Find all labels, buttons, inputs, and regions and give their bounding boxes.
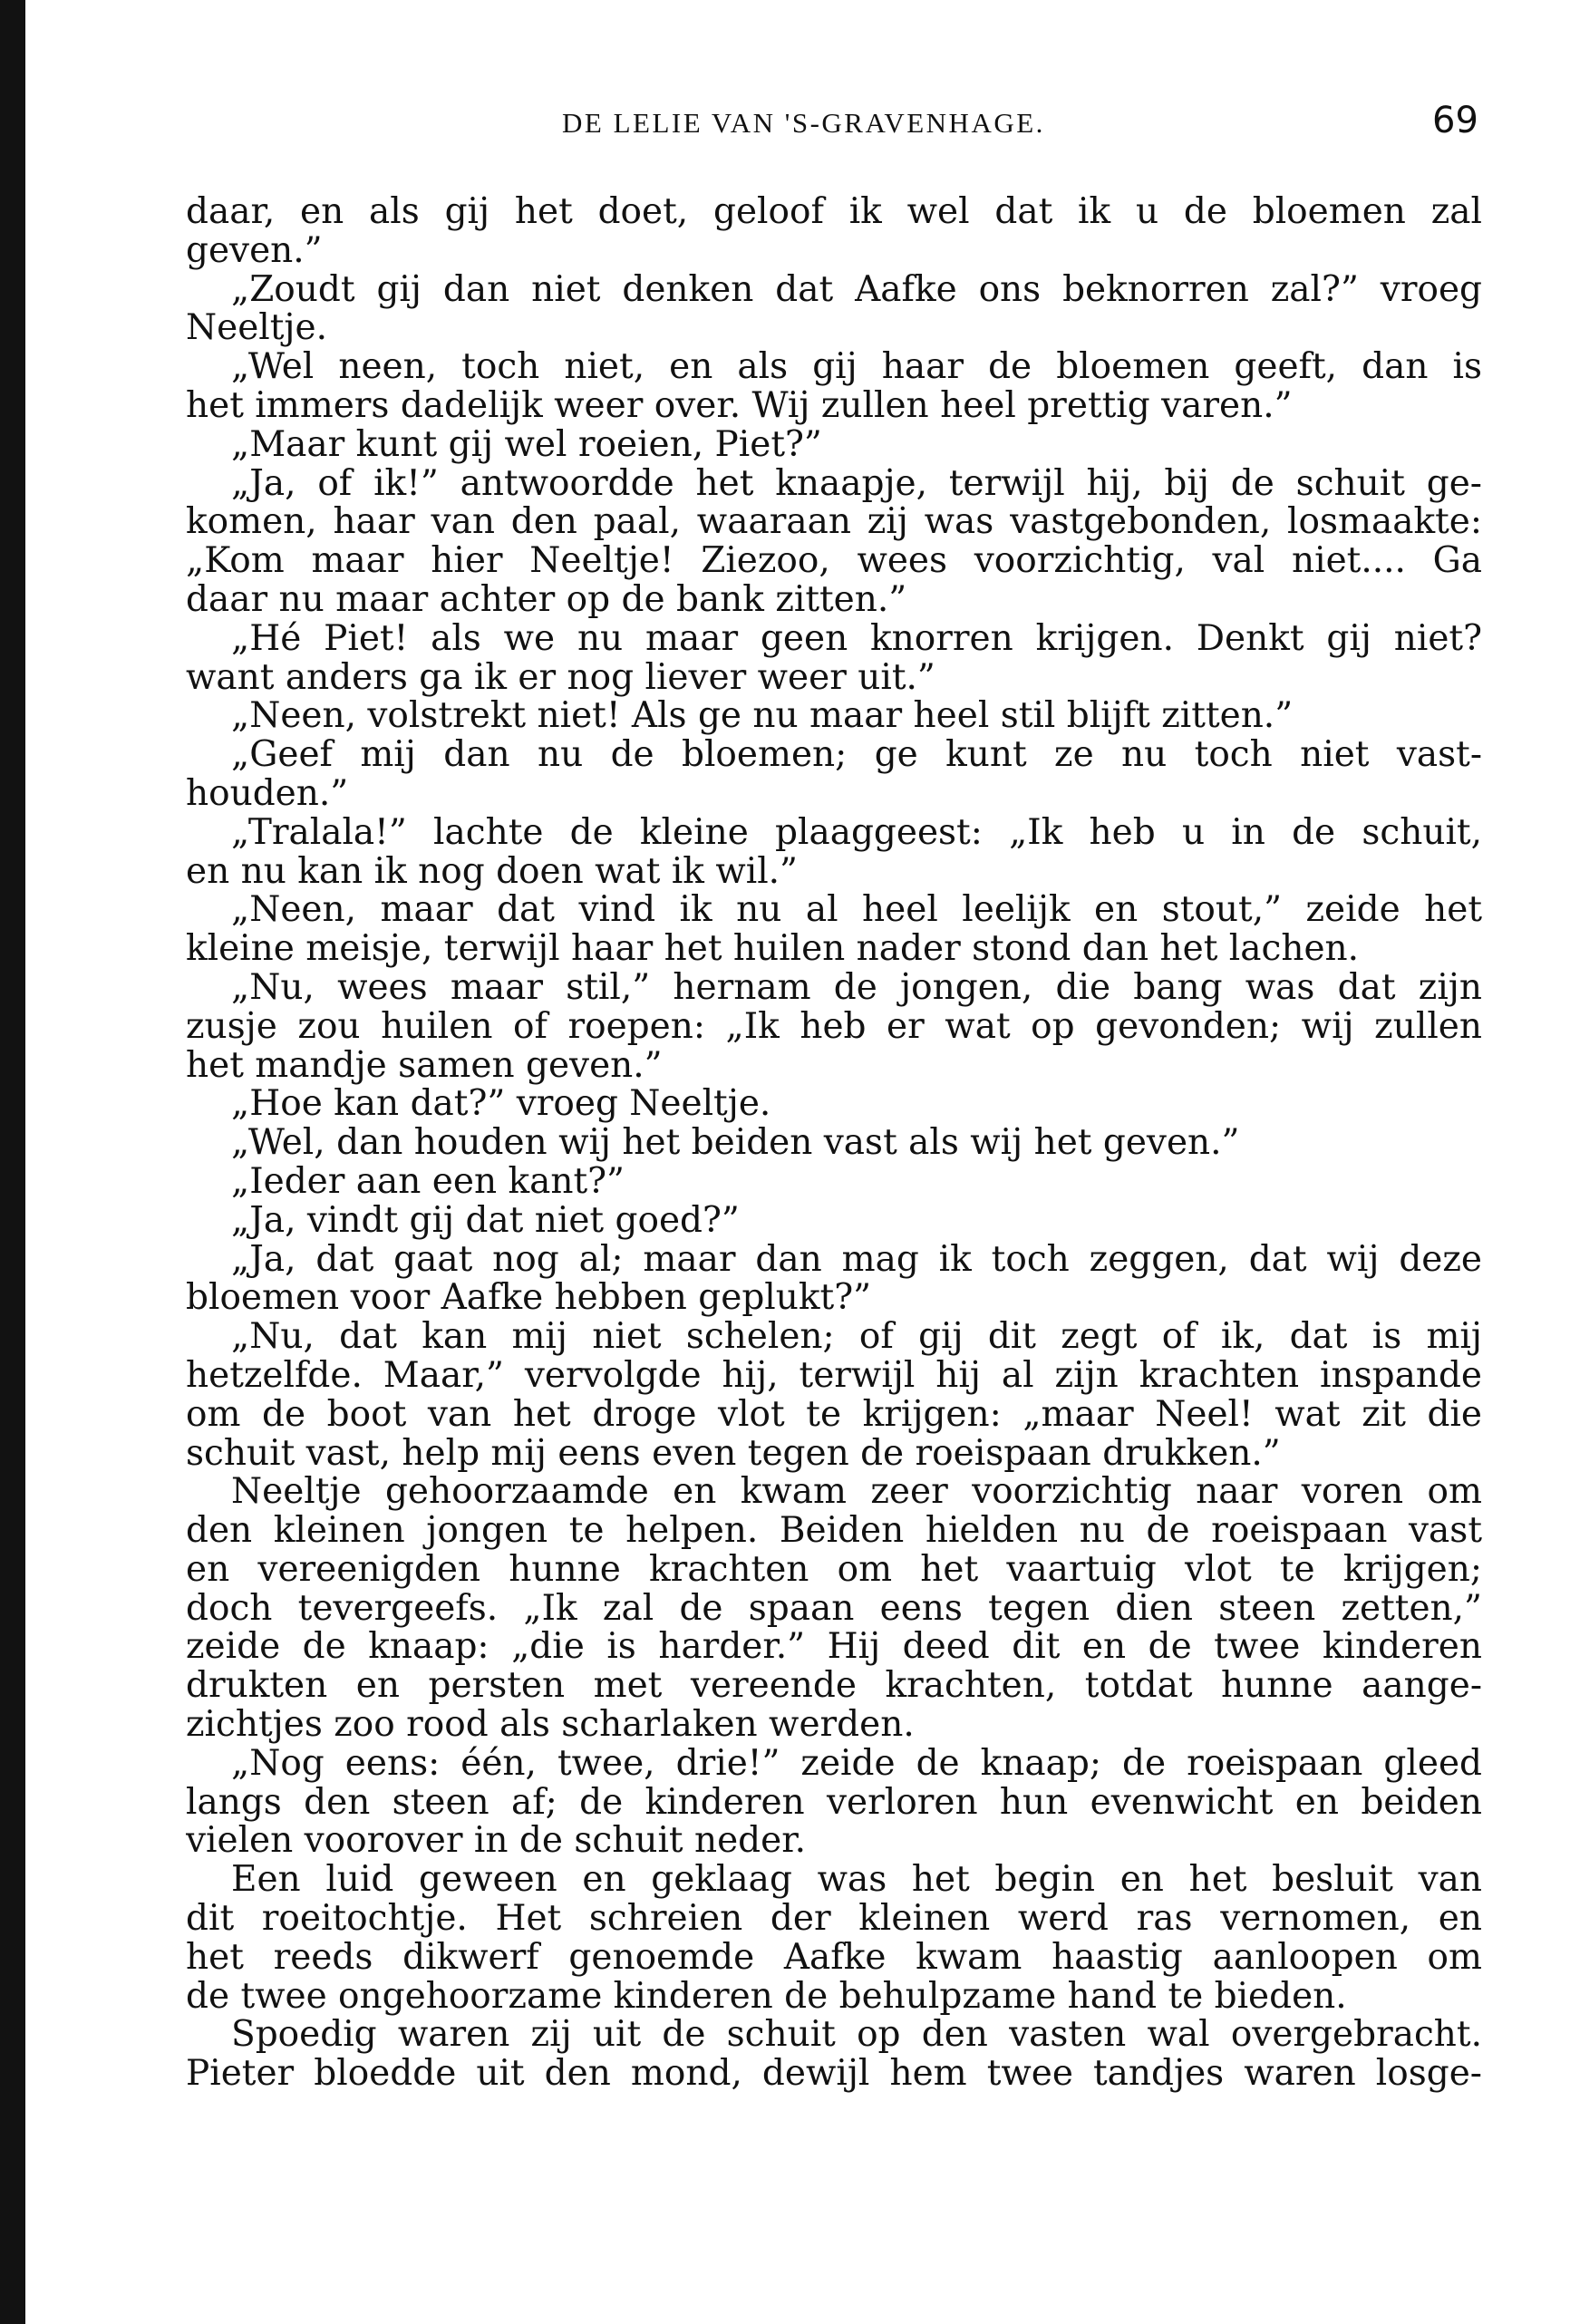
page-number: 69: [1432, 100, 1478, 141]
text-line: „Wel neen, toch niet, en als gij haar de bloemen geeft, dan is: [231, 348, 1482, 387]
text-line: Spoedig waren zij uit de schuit op den vasten wal overgebracht.: [231, 2016, 1482, 2056]
text-line: het reeds dikwerf genoemde Aafke kwam haastig aanloopen om: [186, 1938, 1482, 1978]
text-line: „Neen, maar dat vind ik nu al heel leelijk en stout,” zeide het: [231, 891, 1482, 931]
text-line: „Zoudt gij dan niet denken dat Aafke ons beknorren zal?” vroeg: [231, 270, 1482, 310]
text-line: zusje zou huilen of roepen: „Ik heb er wat op gevonden; wij zullen: [186, 1007, 1482, 1047]
text-line: schuit vast, help mij eens even tegen de roeispaan drukken.”: [186, 1434, 1281, 1474]
text-line: de twee ongehoorzame kinderen de behulpzame hand te bieden.: [186, 1977, 1347, 2017]
text-line: vielen voorover in de schuit neder.: [186, 1822, 806, 1862]
text-line: „Tralala!” lachte de kleine plaaggeest: „Ik heb u in de schuit,: [231, 813, 1482, 853]
text-line: bloemen voor Aafke hebben geplukt?”: [186, 1279, 872, 1319]
text-line: komen, haar van den paal, waaraan zij was vastgebonden, losmaakte:: [186, 503, 1482, 543]
text-line: houden.”: [186, 774, 349, 814]
text-line: „Ja, dat gaat nog al; maar dan mag ik toch zeggen, dat wij deze: [231, 1240, 1482, 1280]
text-line: „Neen, volstrekt niet! Als ge nu maar heel stil blijft zitten.”: [231, 697, 1294, 737]
text-line: het immers dadelijk weer over. Wij zullen heel prettig varen.”: [186, 386, 1293, 426]
page-header: [0, 100, 1570, 161]
text-line: dit roeitochtje. Het schreien der kleinen werd ras vernomen, en: [186, 1900, 1482, 1939]
text-line: kleine meisje, terwijl haar het huilen nader stond dan het lachen.: [186, 930, 1360, 969]
text-line: Neeltje.: [186, 309, 327, 349]
text-line: geven.”: [186, 231, 323, 271]
text-line: „Nog eens: één, twee, drie!” zeide de knaap; de roeispaan gleed: [231, 1744, 1482, 1784]
text-line: langs den steen af; de kinderen verloren hun evenwicht en beiden: [186, 1783, 1482, 1823]
text-line: „Hoe kan dat?” vroeg Neeltje.: [231, 1085, 771, 1125]
text-line: en nu kan ik nog doen wat ik wil.”: [186, 852, 798, 892]
text-line: „Hé Piet! als we nu maar geen knorren krijgen. Denkt gij niet?: [231, 619, 1482, 659]
text-line: Pieter bloedde uit den mond, dewijl hem twee tandjes waren losge-: [186, 2055, 1482, 2095]
text-line: drukten en persten met vereende krachten, totdat hunne aange-: [186, 1667, 1482, 1707]
text-line: zeide de knaap: „die is harder.” Hij deed dit en de twee kinderen: [186, 1628, 1482, 1668]
text-line: doch tevergeefs. „Ik zal de spaan eens tegen dien steen zetten,”: [186, 1589, 1482, 1629]
text-line: Neeltje gehoorzaamde en kwam zeer voorzichtig naar voren om: [231, 1473, 1482, 1513]
text-line: „Maar kunt gij wel roeien, Piet?”: [231, 425, 822, 465]
text-line: „Wel, dan houden wij het beiden vast als wij het geven.”: [231, 1124, 1240, 1163]
text-line: „Ieder aan een kant?”: [231, 1162, 625, 1202]
text-line: hetzelfde. Maar,” vervolgde hij, terwijl hij al zijn krachten inspande: [186, 1356, 1482, 1396]
text-line: „Kom maar hier Neeltje! Ziezoo, wees voorzichtig, val niet.... Ga: [186, 542, 1482, 581]
running-title: DE LELIE VAN 'S-GRAVENHAGE.: [562, 107, 1045, 139]
page-edge-shadow: [0, 0, 25, 2324]
text-line: en vereenigden hunne krachten om het vaartuig vlot te krijgen;: [186, 1550, 1482, 1590]
text-line: zichtjes zoo rood als scharlaken werden.: [186, 1706, 915, 1745]
text-line: daar, en als gij het doet, geloof ik wel dat ik u de bloemen zal: [186, 193, 1482, 232]
text-line: daar nu maar achter op de bank zitten.”: [186, 580, 907, 620]
text-line: „Nu, wees maar stil,” hernam de jongen, die bang was dat zijn: [231, 968, 1482, 1008]
body-text: [186, 193, 1482, 2094]
text-line: „Ja, vindt gij dat niet goed?”: [231, 1201, 740, 1241]
text-line: den kleinen jongen te helpen. Beiden hielden nu de roeispaan vast: [186, 1512, 1482, 1551]
text-line: „Ja, of ik!” antwoordde het knaapje, terwijl hij, bij de schuit ge-: [231, 464, 1482, 504]
text-line: „Nu, dat kan mij niet schelen; of gij dit zegt of ik, dat is mij: [231, 1318, 1482, 1357]
text-line: om de boot van het droge vlot te krijgen: „maar Neel! wat zit die: [186, 1395, 1482, 1435]
text-line: Een luid geween en geklaag was het begin en het besluit van: [231, 1861, 1482, 1901]
text-line: want anders ga ik er nog liever weer uit.”: [186, 658, 935, 698]
text-line: „Geef mij dan nu de bloemen; ge kunt ze nu toch niet vast-: [231, 736, 1482, 775]
text-line: het mandje samen geven.”: [186, 1046, 663, 1086]
